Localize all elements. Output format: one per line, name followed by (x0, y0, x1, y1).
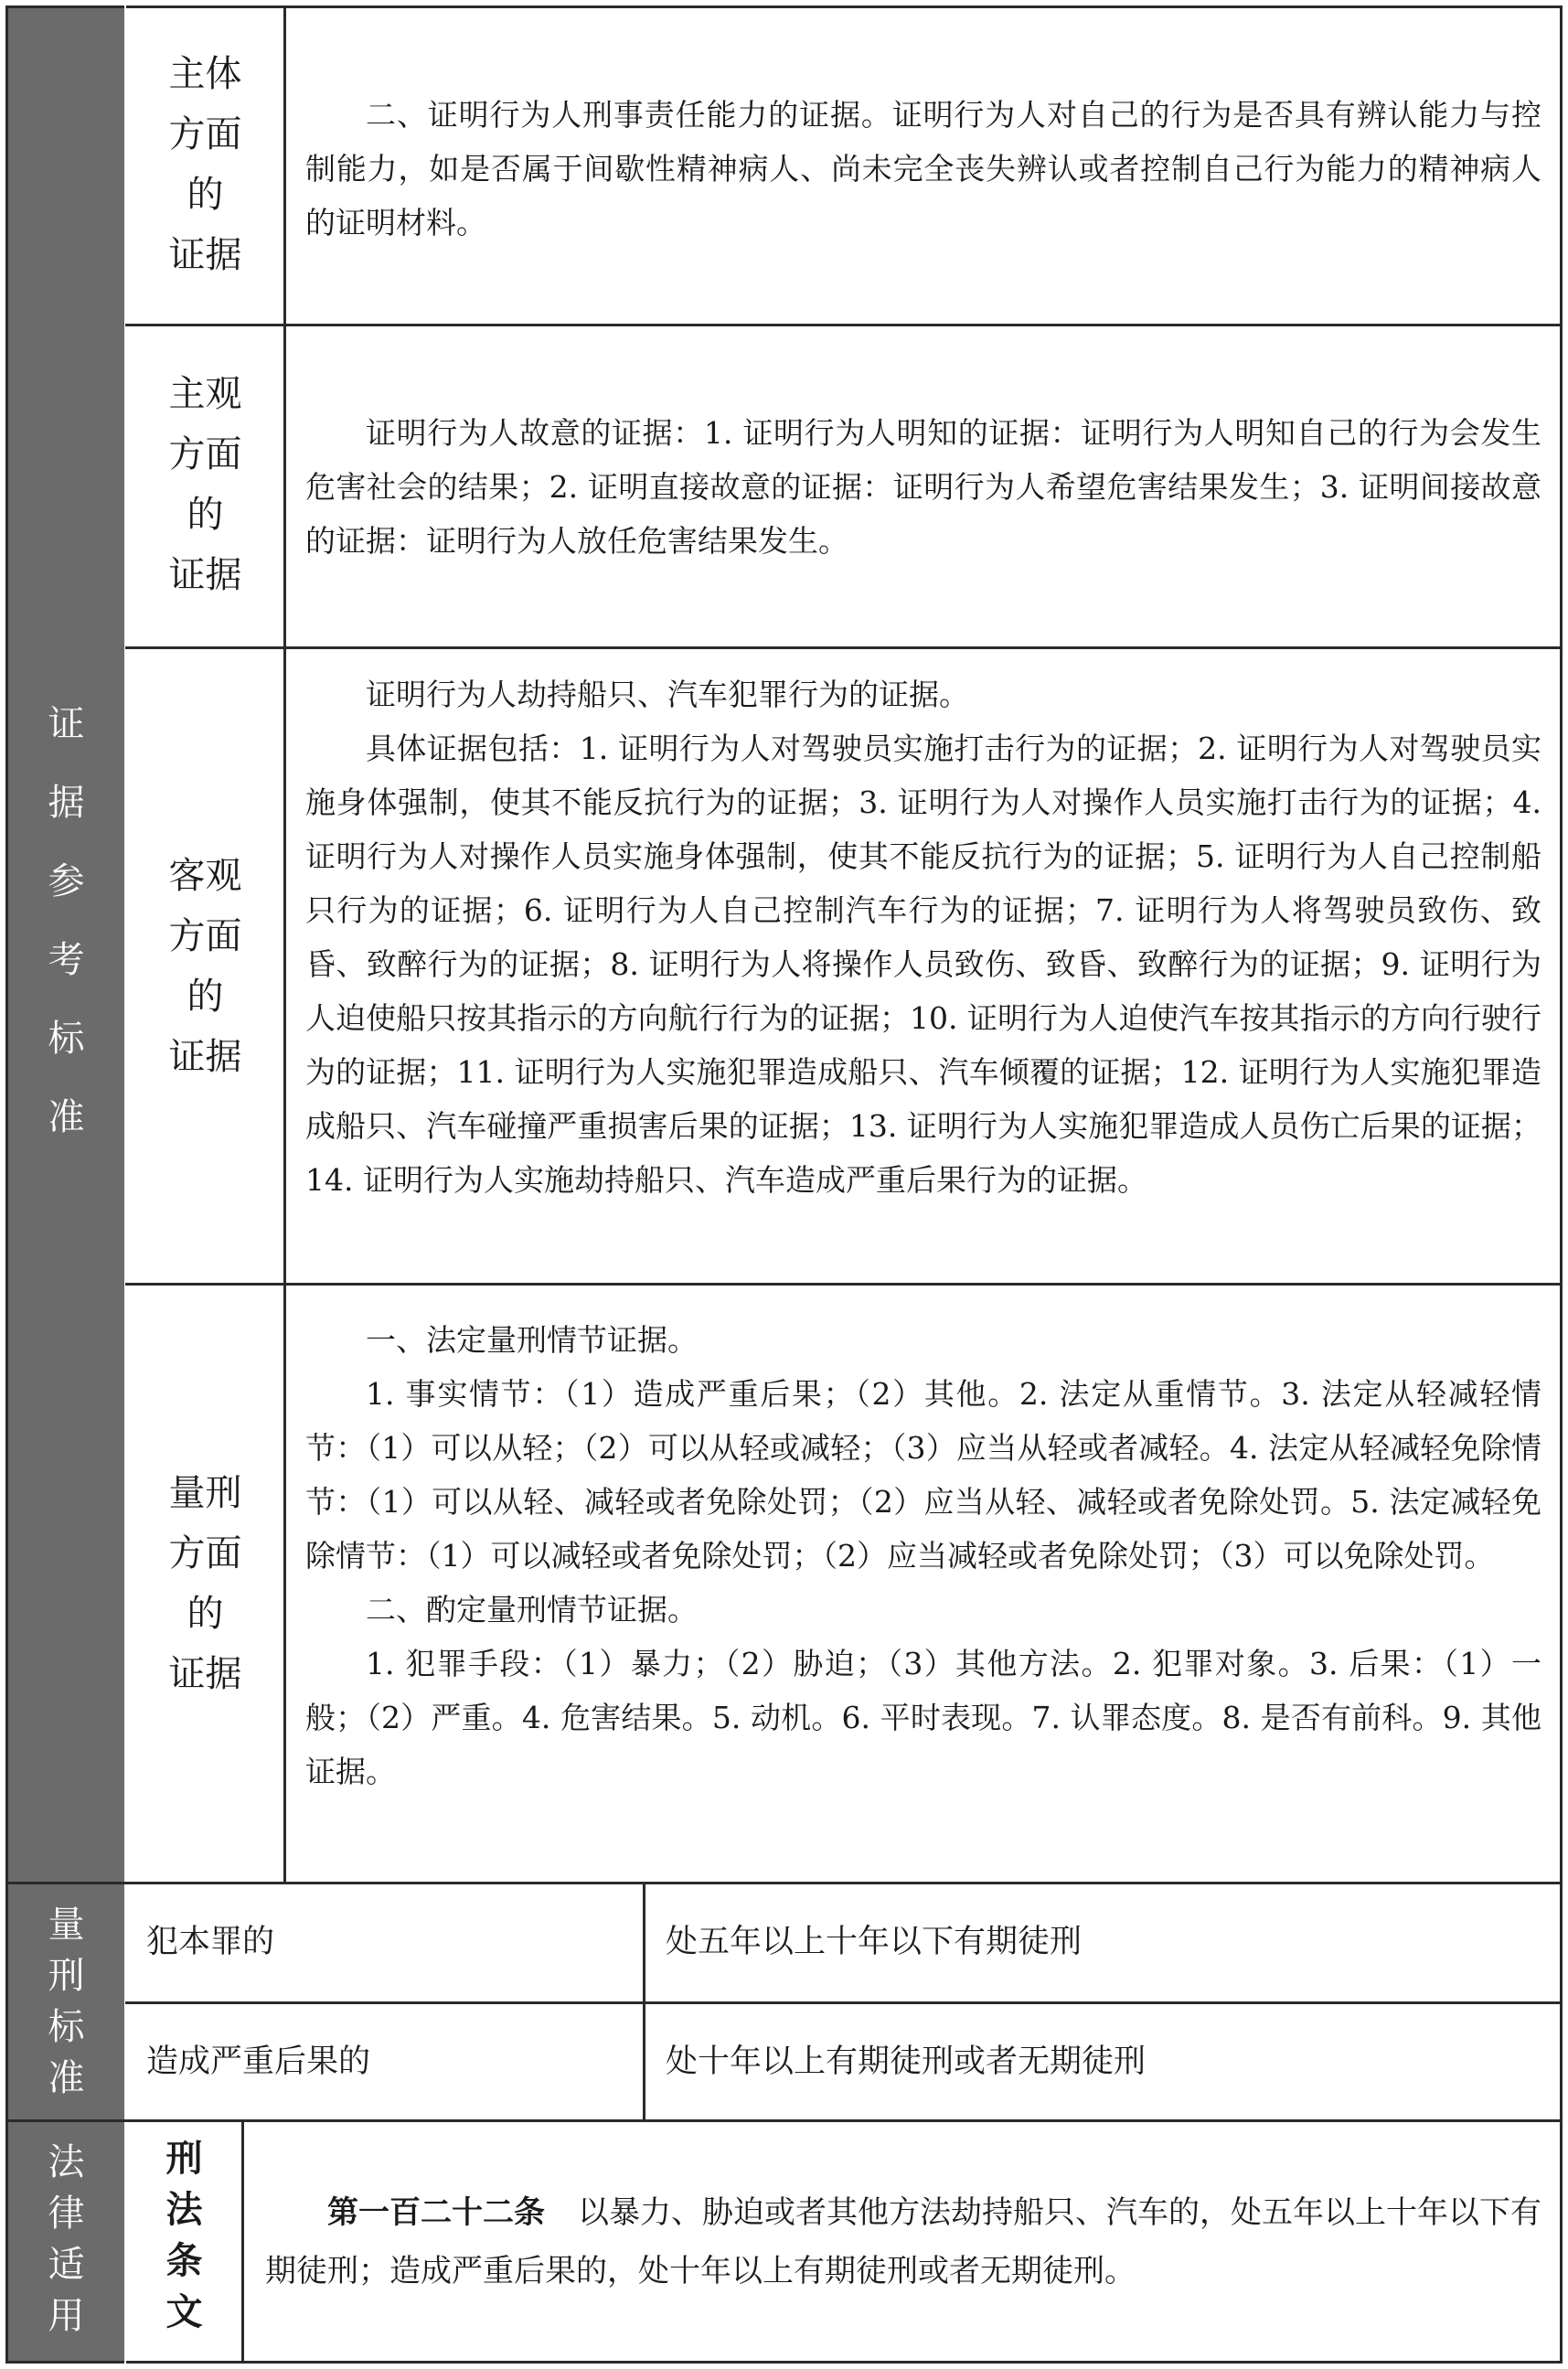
subjective-evidence-text (305, 406, 1541, 568)
article-title: 第一百二十二条 (327, 2194, 545, 2231)
subject-evidence-text (305, 88, 1541, 250)
label-char: 准 (48, 1096, 85, 1138)
label-char: 法 (48, 2141, 85, 2183)
law-application-label (7, 2137, 125, 2342)
article-body: 以暴力、胁迫或者其他方法劫持船只、汽车的，处五年以上十年以下有期徒刑；造成严重后果的，处十年以上有期徒刑或者无期徒刑。 (265, 2194, 1541, 2289)
label-char: 标 (48, 1018, 85, 1060)
paragraph: 证明行为人故意的证据：1. 证明行为人明知的证据：证明行为人明知自己的行为会发生危害社会的结果；2. 证明直接故意的证据：证明行为人希望危害结果发生；3. 证明间接故意的证据：证明行为人放任危害结果发生。 (305, 415, 1541, 559)
label-char: 证 (48, 703, 85, 745)
objective-evidence-label (127, 846, 283, 1087)
label-line: 方面 (168, 433, 242, 475)
sentencing-evidence-text (305, 1313, 1541, 1798)
evidence-section-label (7, 695, 125, 1147)
subjective-evidence-label (127, 364, 283, 605)
grid-line (241, 2119, 244, 2363)
grid-line (7, 2361, 1562, 2364)
criminal-law-article-label (127, 2133, 241, 2338)
subject-evidence-label (127, 44, 283, 285)
label-line: 量刑 (168, 1472, 242, 1514)
sentencing-row-1-penalty: 处五年以上十年以下有期徒刑 (666, 1924, 1083, 1960)
label-line: 客观 (168, 855, 242, 897)
sentencing-evidence-label (127, 1463, 283, 1704)
paragraph: 证明行为人劫持船只、汽车犯罪行为的证据。 (366, 677, 969, 712)
label-char: 准 (48, 2057, 85, 2099)
paragraph: 具体证据包括：1. 证明行为人对驾驶员实施打击行为的证据；2. 证明行为人对驾驶员实施身体强制，使其不能反抗行为的证据；3. 证明行为人对操作人员实施打击行为的证据；4. 证明行为人对操作人员实施身体强制，使其不能反抗行为的证据；5. 证明行为人自己控制船只行为的证据；6. 证明行为人自己控制汽车行为的证据；7. 证明行为人将驾驶员致伤、致昏、致醉行为的证据；8. 证明行为人将操作人员致伤、致昏、致醉行为的证据；9. 证明行为人迫使船只按其指示的方向航行行为的证据；10. 证明行为人迫使汽车按其指示的方向行驶行为的证据；11. 证明行为人实施犯罪造成船只、汽车倾覆的证据；12. 证明行为人实施犯罪造成船只、汽车碰撞严重损害后果的证据；13. 证明行为人实施犯罪造成人员伤亡后果的证据；14. 证明行为人实施劫持船只、汽车造成严重后果行为的证据。 (305, 731, 1541, 1198)
label-line: 的 (187, 174, 224, 216)
law-article-text (265, 2183, 1541, 2300)
paragraph: 二、证明行为人刑事责任能力的证据。证明行为人对自己的行为是否具有辨认能力与控制能力，如是否属于间歇性精神病人、尚未完全丧失辨认或者控制自己行为能力的精神病人的证明材料。 (305, 97, 1541, 240)
sentencing-row-2-condition: 造成严重后果的 (146, 2044, 371, 2080)
label-char: 条 (165, 2240, 203, 2282)
label-line: 方面 (168, 113, 242, 155)
grid-line (7, 1882, 1562, 1884)
label-line: 方面 (168, 1532, 242, 1574)
label-line: 证据 (168, 554, 242, 596)
label-char: 用 (48, 2295, 85, 2337)
label-char: 律 (48, 2193, 85, 2235)
label-char: 考 (48, 939, 85, 981)
label-char: 适 (48, 2244, 85, 2286)
grid-line (125, 646, 1562, 649)
objective-evidence-text (305, 667, 1541, 1207)
sentencing-row-1-condition: 犯本罪的 (146, 1924, 275, 1960)
label-char: 量 (48, 1904, 85, 1946)
paragraph (265, 2183, 1541, 2300)
sentencing-row-2-penalty: 处十年以上有期徒刑或者无期徒刑 (666, 2044, 1147, 2080)
paragraph: 一、法定量刑情节证据。 (366, 1322, 698, 1358)
label-line: 证据 (168, 1653, 242, 1695)
label-char: 标 (48, 2006, 85, 2048)
paragraph: 二、酌定量刑情节证据。 (366, 1592, 698, 1627)
label-char: 文 (165, 2291, 203, 2333)
label-char: 刑 (165, 2138, 203, 2180)
grid-line (1560, 5, 1563, 2364)
label-line: 方面 (168, 915, 242, 957)
label-line: 的 (187, 494, 224, 536)
label-line: 主观 (168, 373, 242, 415)
grid-line (7, 5, 1562, 8)
paragraph: 1. 事实情节：（1）造成严重后果；（2）其他。2. 法定从重情节。3. 法定从轻减轻情节：（1）可以从轻；（2）可以从轻或减轻；（3）应当从轻或者减轻。4. 法定从轻减轻免除情节：（1）可以从轻、减轻或者免除处罚；（2）应当从轻、减轻或者免除处罚。5. 法定减轻免除情节：（1）可以减轻或者免除处罚；（2）应当减轻或者免除处罚；（3）可以免除处罚。 (305, 1376, 1541, 1574)
label-line: 主体 (168, 53, 242, 95)
grid-line (125, 2001, 1562, 2004)
label-char: 据 (48, 782, 85, 824)
paragraph: 1. 犯罪手段：（1）暴力；（2）胁迫；（3）其他方法。2. 犯罪对象。3. 后果：（1）一般；（2）严重。4. 危害结果。5. 动机。6. 平时表现。7. 认罪态度。8. 是否有前科。9. 其他证据。 (305, 1646, 1541, 1789)
label-char: 法 (165, 2189, 203, 2231)
label-line: 证据 (168, 1036, 242, 1078)
grid-line (283, 5, 286, 1883)
label-line: 证据 (168, 234, 242, 276)
sentencing-standard-label (7, 1899, 125, 2104)
label-line: 的 (187, 1593, 224, 1635)
label-char: 参 (48, 860, 85, 902)
label-line: 的 (187, 976, 224, 1018)
label-char: 刑 (48, 1955, 85, 1997)
grid-line (7, 2119, 1562, 2122)
grid-line (125, 1283, 1562, 1286)
grid-line (125, 324, 1562, 326)
